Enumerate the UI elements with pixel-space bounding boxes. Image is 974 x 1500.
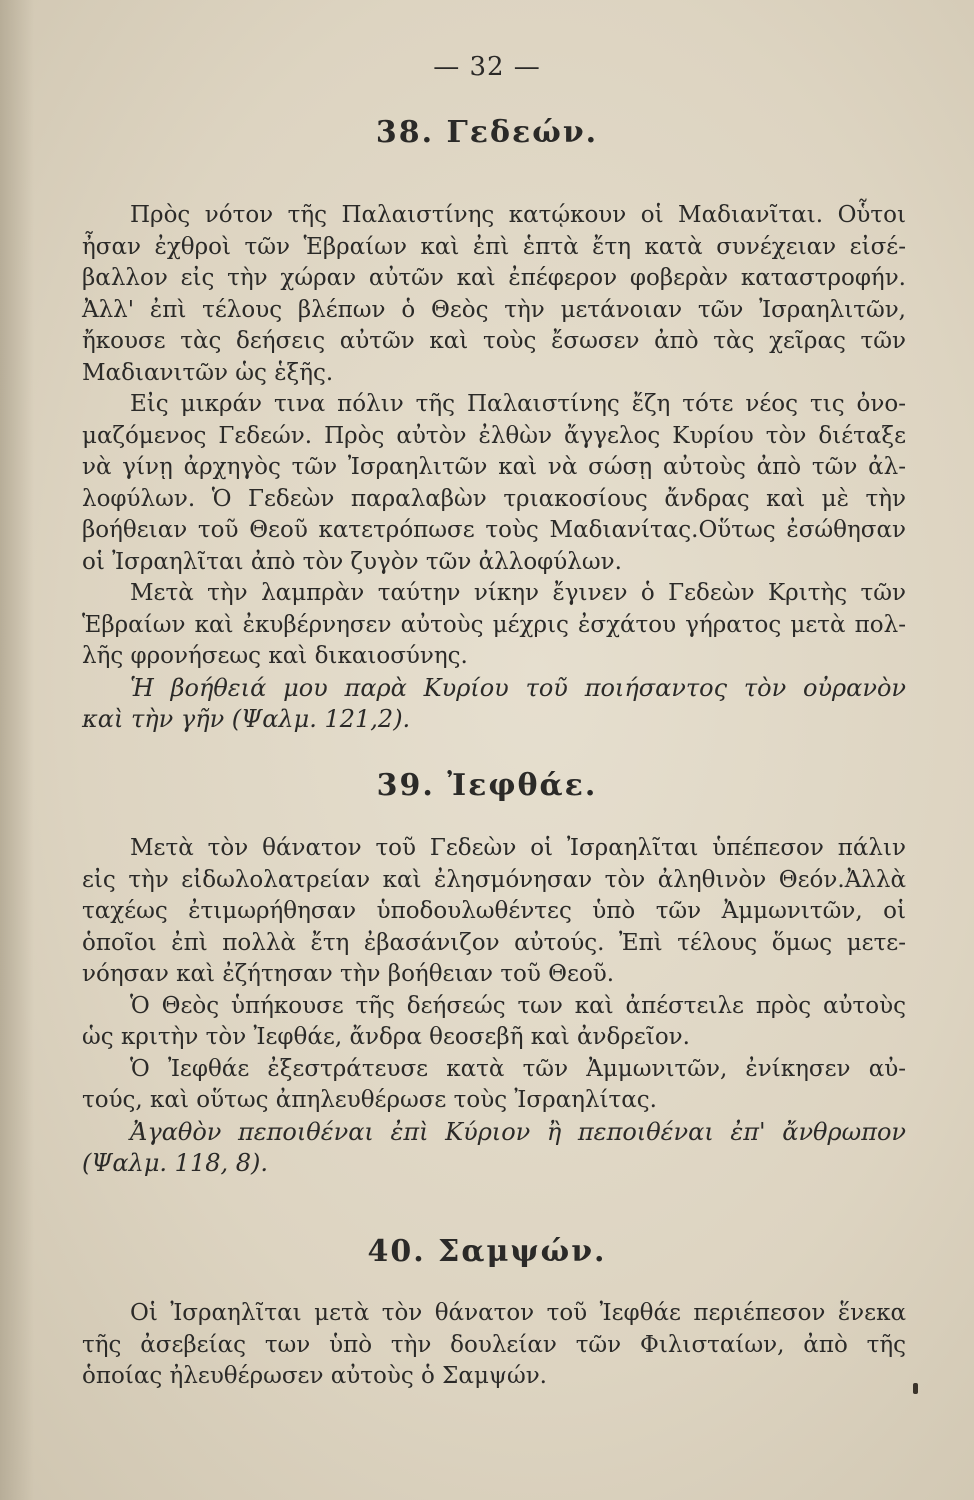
text-line: Ἑβραίων καὶ ἐκυβέρνησεν αὐτοὺς μέχρις ἐσχάτου γήρατος μετὰ πολ- <box>82 611 906 638</box>
text-line: οἱ Ἰσραηλῖται ἀπὸ τὸν ζυγὸν τῶν ἀλλοφύλων. <box>82 548 622 575</box>
text-line: νὰ γίνῃ ἀρχηγὸς τῶν Ἰσραηλιτῶν καὶ νὰ σώσῃ αὐτοὺς ἀπὸ τῶν ἀλ- <box>82 454 906 480</box>
page-gutter-shadow <box>0 0 34 1500</box>
text-line: ἤκουσε τὰς δεήσεις αὐτῶν καὶ τοὺς ἔσωσεν ἀπὸ τὰς χεῖρας τῶν <box>82 328 906 354</box>
page-number: — 32 — <box>433 52 541 82</box>
section-body-38 <box>82 200 906 736</box>
text-line: τῆς ἀσεβείας των ὑπὸ τὴν δουλείαν τῶν Φιλισταίων, ἀπὸ τῆς <box>82 1331 906 1358</box>
text-line: Ἀλλ' ἐπὶ τέλους βλέπων ὁ Θεὸς τὴν μετάνοιαν τῶν Ἰσραηλιτῶν, <box>82 296 906 323</box>
text-line: Μετὰ τὸν θάνατον τοῦ Γεδεὼν οἱ Ἰσραηλῖται ὑπέπεσον πάλιν <box>130 835 906 861</box>
text-line: Ὁ Θεὸς ὑπήκουσε τῆς δεήσεώς των καὶ ἀπέστειλε πρὸς αὐτοὺς <box>130 992 906 1019</box>
section-heading-38: 38. Γεδεών. <box>375 115 599 150</box>
text-line: ὡς κριτὴν τὸν Ἰεφθάε, ἄνδρα θεοσεβῆ καὶ ἀνδρεῖον. <box>82 1024 690 1050</box>
text-line: Οἱ Ἰσραηλῖται μετὰ τὸν θάνατον τοῦ Ἰεφθάε περιέπεσον ἕνεκα <box>130 1300 906 1326</box>
ink-mark <box>913 1383 918 1394</box>
psalm-quote-line: (Ψαλμ. 118, 8). <box>82 1149 269 1177</box>
psalm-quote-line: καὶ τὴν γῆν (Ψαλμ. 121,2). <box>82 705 411 733</box>
text-line: μαζόμενος Γεδεών. Πρὸς αὐτὸν ἐλθὼν ἄγγελος Κυρίου τὸν διέταξε <box>82 422 906 449</box>
text-line: τούς, καὶ οὕτως ἀπηλευθέρωσε τοὺς Ἰσραηλίτας. <box>82 1087 657 1113</box>
text-line: Ὁ Ἰεφθάε ἐξεστράτευσε κατὰ τῶν Ἀμμωνιτῶν, ἐνίκησεν αὐ- <box>130 1055 906 1082</box>
text-line: ὁποῖοι ἐπὶ πολλὰ ἔτη ἐβασάνιζον αὐτούς. Ἐπὶ τέλους ὅμως μετε- <box>82 929 906 956</box>
text-line: βοήθειαν τοῦ Θεοῦ κατετρόπωσε τοὺς Μαδιανίτας.Οὕτως ἐσώθησαν <box>82 517 906 543</box>
text-line: Μαδιανιτῶν ὡς ἑξῆς. <box>82 359 334 386</box>
text-line: Μετὰ τὴν λαμπρὰν ταύτην νίκην ἔγινεν ὁ Γεδεὼν Κριτὴς τῶν <box>130 580 906 606</box>
text-line: ἦσαν ἐχθροὶ τῶν Ἑβραίων καὶ ἐπὶ ἑπτὰ ἔτη κατὰ συνέχειαν εἰσέ- <box>82 233 906 260</box>
section-heading-39: 39. Ἰεφθάε. <box>376 768 598 803</box>
psalm-quote-line: Ἡ βοήθειά μου παρὰ Κυρίου τοῦ ποιήσαντος τὸν οὐρανὸν <box>130 673 906 702</box>
text-line: ταχέως ἐτιμωρήθησαν ὑποδουλωθέντες ὑπὸ τῶν Ἀμμωνιτῶν, οἱ <box>82 898 906 924</box>
psalm-quote-line: Ἀγαθὸν πεποιθέναι ἐπὶ Κύριον ἢ πεποιθέναι ἐπ' ἄνθρωπον <box>130 1117 906 1146</box>
section-heading-40: 40. Σαμψών. <box>367 1234 607 1269</box>
text-line: λῆς φρονήσεως καὶ δικαιοσύνης. <box>82 643 468 669</box>
text-line: εἰς τὴν εἰδωλολατρείαν καὶ ἐλησμόνησαν τὸν ἀληθινὸν Θεόν.Ἀλλὰ <box>82 866 906 893</box>
section-body-39 <box>82 833 906 1180</box>
text-line: ὁποίας ἠλευθέρωσεν αὐτοὺς ὁ Σαμψών. <box>82 1363 547 1389</box>
text-line: Εἰς μικράν τινα πόλιν τῆς Παλαιστίνης ἔζη τότε νέος τις ὀνο- <box>130 391 906 417</box>
text-line: νόησαν καὶ ἐζήτησαν τὴν βοήθειαν τοῦ Θεοῦ. <box>82 961 615 987</box>
section-body-40 <box>82 1298 906 1393</box>
text-line: λοφύλων. Ὁ Γεδεὼν παραλαβὼν τριακοσίους ἄνδρας καὶ μὲ τὴν <box>82 485 906 512</box>
text-line: βαλλον εἰς τὴν χώραν αὐτῶν καὶ ἐπέφερον φοβερὰν καταστροφήν. <box>82 265 906 291</box>
text-line: Πρὸς νότον τῆς Παλαιστίνης κατῴκουν οἱ Μαδιανῖται. Οὗτοι <box>130 202 906 228</box>
